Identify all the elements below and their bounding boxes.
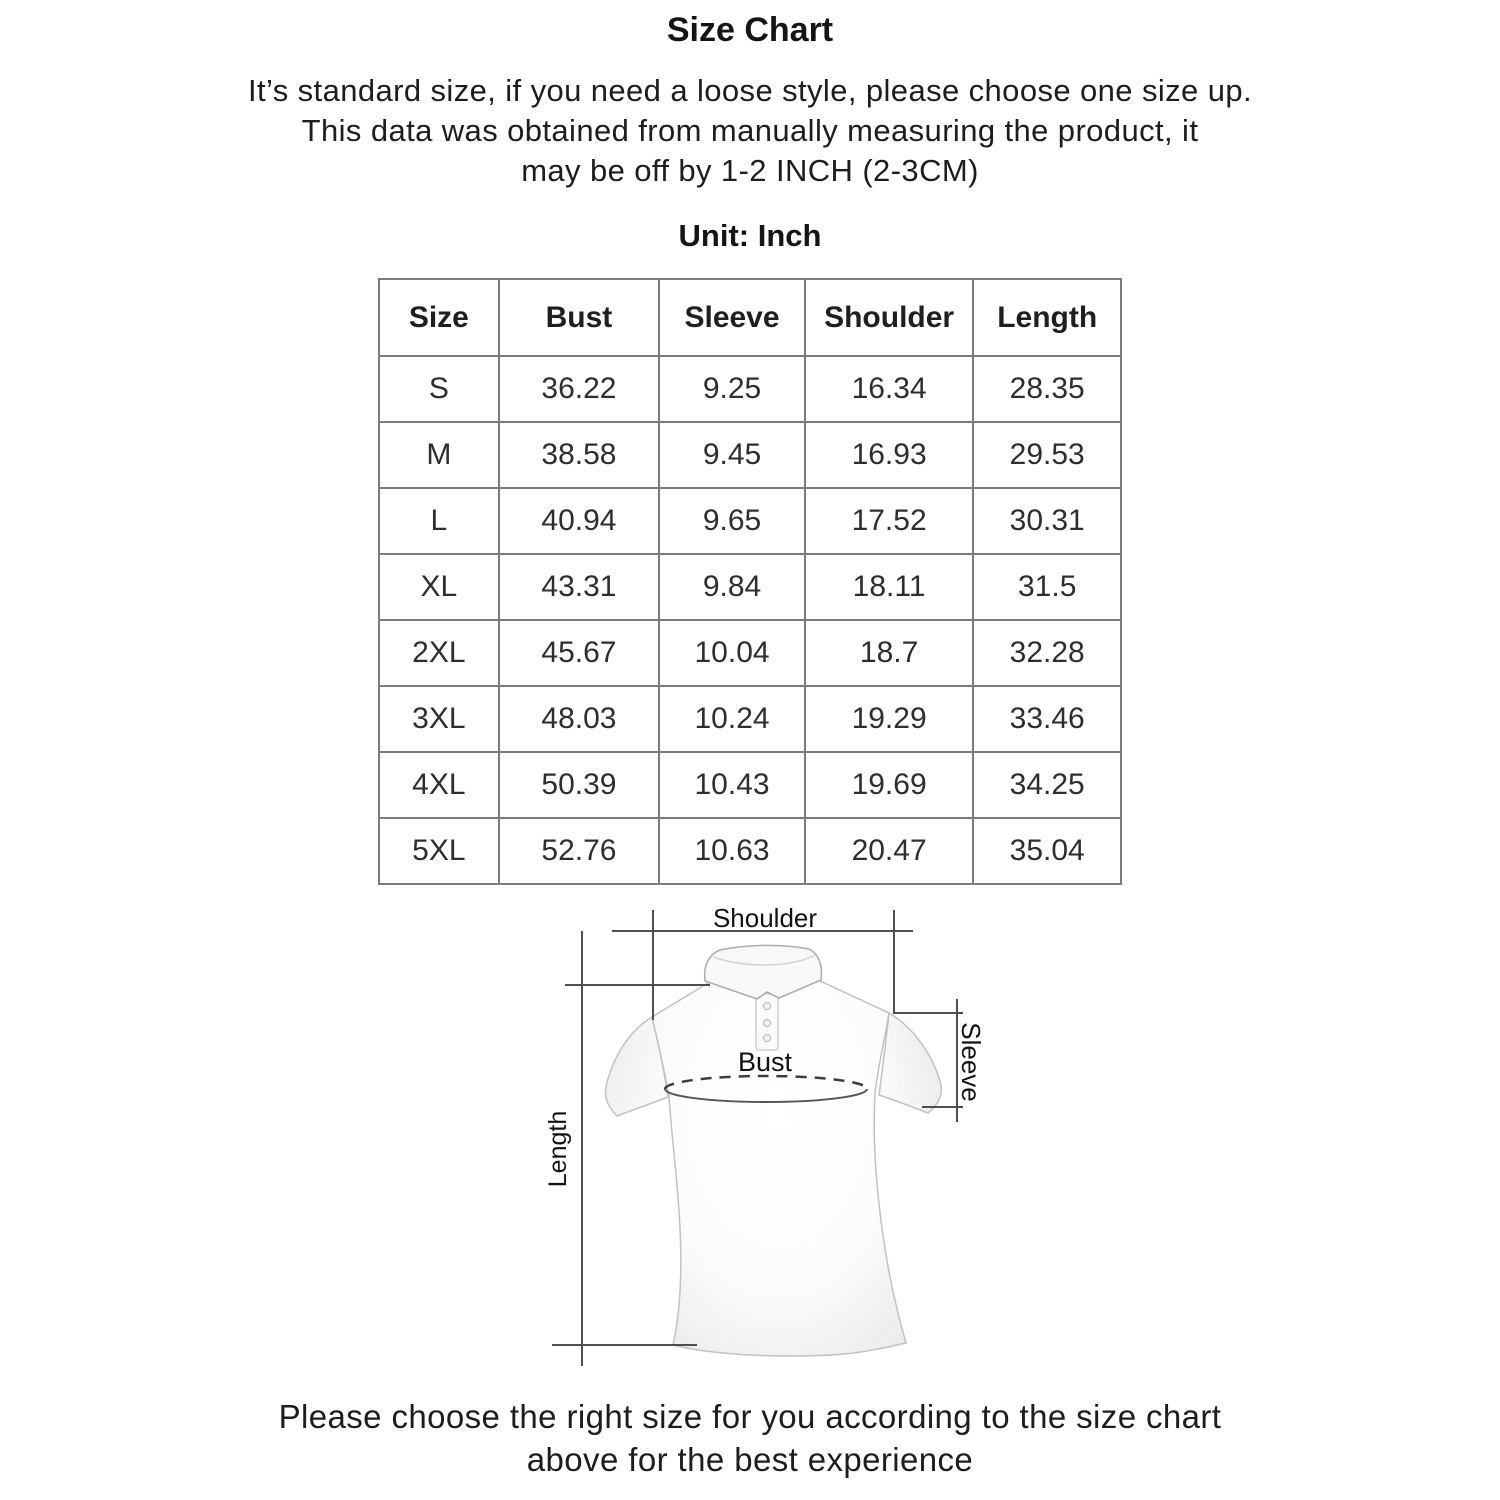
table-cell: 35.04: [973, 818, 1121, 884]
table-cell: 28.35: [973, 356, 1121, 422]
table-cell: 10.43: [659, 752, 805, 818]
col-header-bust: Bust: [499, 279, 660, 356]
description: [0, 71, 1500, 191]
table-cell: 33.46: [973, 686, 1121, 752]
table-cell: 9.84: [659, 554, 805, 620]
table-cell: 10.24: [659, 686, 805, 752]
unit-label: Unit: Inch: [678, 218, 822, 253]
table-cell: 9.65: [659, 488, 805, 554]
table-cell: 19.69: [805, 752, 974, 818]
bust-label: Bust: [737, 1047, 793, 1077]
table-header-row: [379, 279, 1121, 356]
table-cell: 5XL: [379, 818, 499, 884]
table-cell: M: [379, 422, 499, 488]
description-line-1: It’s standard size, if you need a loose style, please choose one size up.: [247, 73, 1252, 108]
footer-note: [0, 1395, 1500, 1481]
table-cell: 32.28: [973, 620, 1121, 686]
table-cell: 16.93: [805, 422, 974, 488]
table-cell: 20.47: [805, 818, 974, 884]
col-header-shoulder: Shoulder: [805, 279, 974, 356]
placket-button: [764, 1020, 771, 1027]
table-row: [379, 488, 1121, 554]
right-sleeve: [879, 1013, 941, 1113]
table-cell: 19.29: [805, 686, 974, 752]
col-header-size: Size: [379, 279, 499, 356]
polo-shirt-graphic: [520, 889, 1040, 1389]
table-cell: S: [379, 356, 499, 422]
table-cell: 9.45: [659, 422, 805, 488]
table-cell: 48.03: [499, 686, 660, 752]
table-cell: 38.58: [499, 422, 660, 488]
shirt-body: [652, 978, 906, 1356]
col-header-length: Length: [973, 279, 1121, 356]
shoulder-label: Shoulder: [712, 903, 818, 933]
table-cell: 10.63: [659, 818, 805, 884]
table-cell: 43.31: [499, 554, 660, 620]
table-cell: 18.7: [805, 620, 974, 686]
table-cell: 9.25: [659, 356, 805, 422]
table-cell: 34.25: [973, 752, 1121, 818]
page-title: Size Chart: [666, 11, 834, 49]
table-cell: 31.5: [973, 554, 1121, 620]
table-cell: 2XL: [379, 620, 499, 686]
table-row: [379, 620, 1121, 686]
description-line-2: This data was obtained from manually measuring the product, it: [301, 113, 1199, 148]
size-table: [378, 278, 1122, 885]
sleeve-label: Sleeve: [956, 1022, 986, 1102]
table-cell: 29.53: [973, 422, 1121, 488]
table-cell: 30.31: [973, 488, 1121, 554]
table-cell: 18.11: [805, 554, 974, 620]
table-cell: 45.67: [499, 620, 660, 686]
table-cell: 4XL: [379, 752, 499, 818]
placket-button: [764, 1003, 771, 1010]
footer-line-1: Please choose the right size for you according to the size chart: [278, 1398, 1222, 1435]
placket-button: [764, 1035, 771, 1042]
table-cell: 16.34: [805, 356, 974, 422]
size-diagram: [0, 889, 1500, 1389]
table-row: [379, 686, 1121, 752]
description-line-3: may be off by 1-2 INCH (2-3CM): [521, 153, 979, 188]
polo-shirt: [605, 945, 941, 1356]
table-row: [379, 554, 1121, 620]
table-row: [379, 356, 1121, 422]
col-header-sleeve: Sleeve: [659, 279, 805, 356]
table-row: [379, 422, 1121, 488]
footer-line-2: above for the best experience: [526, 1441, 974, 1478]
table-cell: 3XL: [379, 686, 499, 752]
table-cell: L: [379, 488, 499, 554]
table-cell: 40.94: [499, 488, 660, 554]
table-cell: 52.76: [499, 818, 660, 884]
table-row: [379, 818, 1121, 884]
table-row: [379, 752, 1121, 818]
table-cell: 36.22: [499, 356, 660, 422]
table-cell: XL: [379, 554, 499, 620]
table-cell: 17.52: [805, 488, 974, 554]
table-cell: 10.04: [659, 620, 805, 686]
table-cell: 50.39: [499, 752, 660, 818]
length-label: Length: [544, 1110, 572, 1188]
